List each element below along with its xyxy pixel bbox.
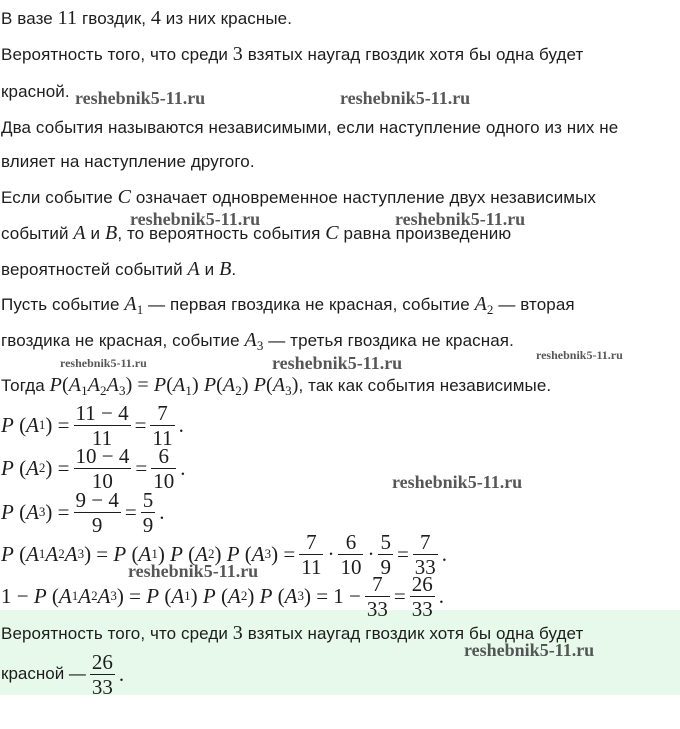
- formula-complement: 1 − P ( A 1 A 2 A 3 ) = P ( A 1 ) P ( A 2 ) P ( A 3 ) = 1 − $\frac{7}{33}$ = $\frac{26}{33}$ .: [1, 571, 444, 621]
- watermark: reshebnik5-11.ru: [272, 353, 403, 373]
- answer-line-1: Вероятность того, что среди 3 взятых наугад гвоздик хотя бы одна будет: [1, 622, 584, 644]
- watermark: reshebnik5-11.ru: [392, 472, 523, 492]
- question-line-1: Вероятность того, что среди 3 взятых наугад гвоздик хотя бы одна будет: [1, 43, 584, 65]
- answer-line-2: красной — $\frac{26}{33}$ .: [1, 649, 125, 699]
- question-line-2: красной.: [1, 82, 70, 101]
- formula-p-a3: P ( A 3 ) = $\frac{9 - 4}{9}$ = $\frac{5}{9}$ .: [1, 487, 165, 537]
- product-formula-line: Тогда $P(A_1A_2A_3) = P(A_1)$ $P(A_2)$ $P(A_3)$, так как события независимые.: [1, 374, 552, 398]
- watermark: reshebnik5-11.ru: [130, 209, 261, 229]
- events-line-1: Пусть событие $A_1$ — первая гвоздика не красная, событие $A_2$ — вторая: [1, 293, 575, 317]
- watermark: reshebnik5-11.ru: [340, 88, 471, 108]
- events-line-2: гвоздика не красная, событие $A_3$ — третья гвоздика не красная.: [1, 329, 514, 353]
- watermark: reshebnik5-11.ru: [464, 640, 595, 660]
- formula-p-a1: P ( A 1 ) = $\frac{11 - 4}{11}$ = $\frac{7}{11}$ .: [1, 400, 184, 450]
- formula-p-a2: P ( A 2 ) = $\frac{10 - 4}{10}$ = $\frac{6}{10}$ .: [1, 443, 186, 493]
- rule-line-1: Если событие C означает одновременное наступление двух независимых: [1, 186, 597, 208]
- problem-statement: В вазе 11 гвоздик, 4 из них красные.: [1, 7, 293, 29]
- watermark: reshebnik5-11.ru: [60, 356, 147, 370]
- definition-line-1: Два события называются независимыми, если наступление одного из них не: [1, 118, 619, 137]
- watermark: reshebnik5-11.ru: [75, 88, 206, 108]
- formula-product: P ( A 1 A 2 A 3 ) = P ( A 1 ) P ( A 2 ) P ( A 3 ) = $\frac{7}{11}$ · $\frac{6}{10}$ · $\frac{5}{9}$ = $\frac{7}{33}$ .: [1, 529, 448, 579]
- rule-line-3: вероятностей событий A и B.: [1, 258, 237, 280]
- watermark: reshebnik5-11.ru: [536, 348, 623, 362]
- definition-line-2: влияет на наступление другого.: [1, 152, 255, 171]
- watermark: reshebnik5-11.ru: [128, 561, 259, 581]
- watermark: reshebnik5-11.ru: [395, 209, 526, 229]
- rule-line-2: событий A и B, то вероятность события C равна произведению: [1, 222, 512, 244]
